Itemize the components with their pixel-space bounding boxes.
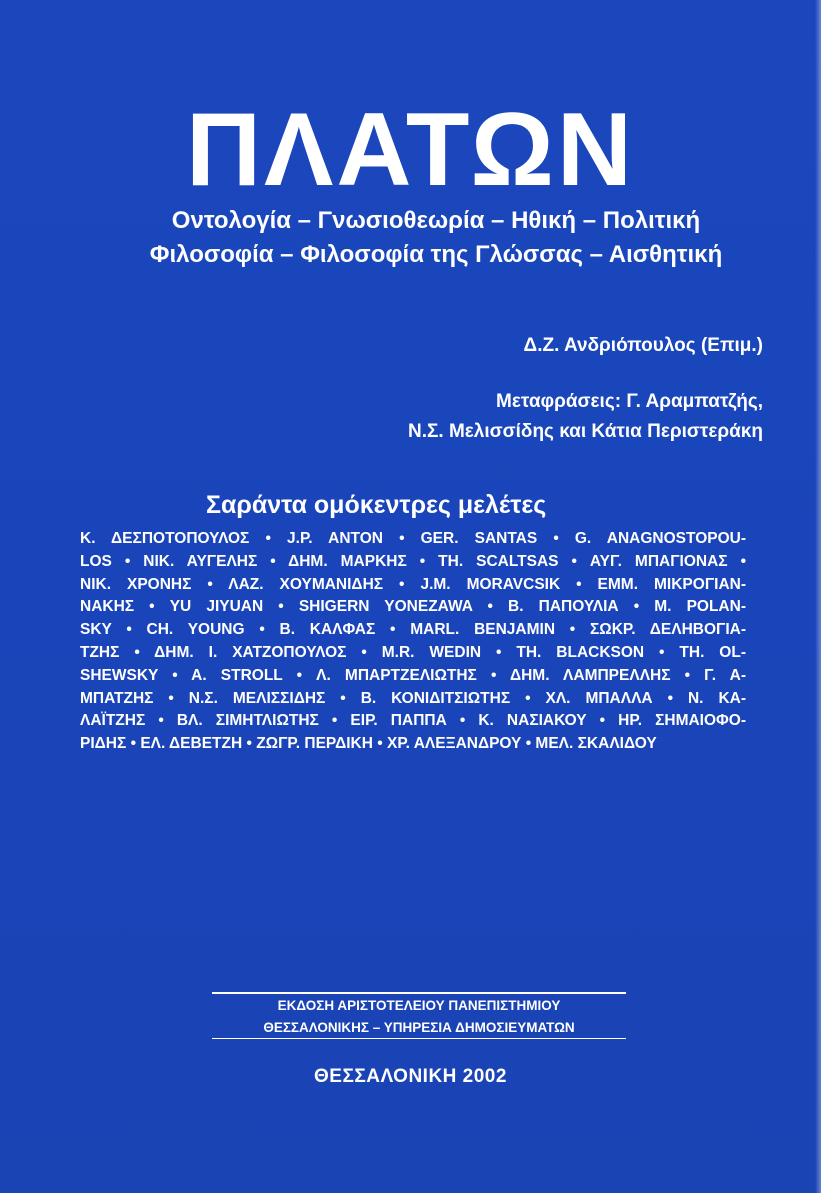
contributors-line: LOS • ΝΙΚ. ΑΥΓΕΛΗΣ • ΔΗΜ. ΜΑΡΚΗΣ • TH. SCALTSAS • ΑΥΓ. ΜΠΑΓΙΟΝΑΣ • <box>80 552 746 570</box>
contributors-line: SKY • CH. YOUNG • Β. ΚΑΛΦΑΣ • MARL. BENJAMIN • ΣΩΚΡ. ΔΕΛΗΒΟΓΙΑ- <box>80 621 746 639</box>
subtitle-line: Οντολογία – Γνωσιοθεωρία – Ηθική – Πολιτική <box>171 207 701 234</box>
book-title: ΠΛΑΤΩΝ <box>185 92 636 208</box>
contributors-line: Κ. ΔΕΣΠΟΤΟΠΟΥΛΟΣ • J.P. ANTON • GER. SANTAS • G. ANAGNOSTOPOU- <box>80 530 746 547</box>
translators-line: Ν.Σ. Μελισσίδης και Κάτια Περιστεράκη <box>408 421 763 442</box>
contributors-line: ΝΑΚΗΣ • YU JIYUAN • SHIGERN YONEZAWA • Β. ΠΑΠΟΥΛΙΑ • M. POLAN- <box>80 598 746 616</box>
studies-heading: Σαράντα ομόκεντρες μελέτες <box>206 491 547 519</box>
contributors-line: SHEWSKY • A. STROLL • Λ. ΜΠΑΡΤΖΕΛΙΩΤΗΣ • ΔΗΜ. ΛΑΜΠΡΕΛΛΗΣ • Γ. Α- <box>80 666 746 684</box>
subtitle-line: Φιλοσοφία – Φιλοσοφία της Γλώσσας – Αισθητική <box>149 241 723 268</box>
publisher-line: ΕΚΔΟΣΗ ΑΡΙΣΤΟΤΕΛΕΙΟΥ ΠΑΝΕΠΙΣΤΗΜΙΟΥ <box>277 997 561 1013</box>
contributors-line: ΡΙΔΗΣ • ΕΛ. ΔΕΒΕΤΖΗ • ΖΩΓΡ. ΠΕΡΔΙΚΗ • ΧΡ. ΑΛΕΞΑΝΔΡΟΥ • ΜΕΛ. ΣΚΑΛΙΔΟΥ <box>80 735 657 753</box>
translators-line: Μεταφράσεις: Γ. Αραμπατζής, <box>496 391 763 412</box>
place-and-year: ΘΕΣΣΑΛΟΝΙΚΗ 2002 <box>314 1066 507 1087</box>
book-subtitle <box>76 204 796 272</box>
publisher-block <box>212 992 626 1039</box>
contributors-list <box>80 528 746 756</box>
contributors-line: ΝΙΚ. ΧΡΟΝΗΣ • ΛΑΖ. ΧΟΥΜΑΝΙΔΗΣ • J.M. MORAVCSIK • ΕΜΜ. ΜΙΚΡΟΓΙΑΝ- <box>80 575 746 593</box>
contributors-line: ΜΠΑΤΖΗΣ • Ν.Σ. ΜΕΛΙΣΣΙΔΗΣ • Β. ΚΟΝΙΔΙΤΣΙΩΤΗΣ • ΧΛ. ΜΠΑΛΛΑ • Ν. ΚΑ- <box>80 689 746 707</box>
editor-credit: Δ.Ζ. Ανδριόπουλος (Επιμ.) <box>523 335 763 356</box>
contributors-line: ΤΖΗΣ • ΔΗΜ. Ι. ΧΑΤΖΟΠΟΥΛΟΣ • M.R. WEDIN • TH. BLACKSON • TH. OL- <box>80 643 746 661</box>
publisher-bottom-rule <box>212 1038 626 1040</box>
contributors-line: ΛΑΪΤΖΗΣ • ΒΛ. ΣΙΜΗΤΛΙΩΤΗΣ • ΕΙΡ. ΠΑΠΠΑ • Κ. ΝΑΣΙΑΚΟΥ • ΗΡ. ΣΗΜΑΙΟΦΟ- <box>80 712 746 730</box>
translators-credit <box>408 387 763 447</box>
publisher-line: ΘΕΣΣΑΛΟΝΙΚΗΣ – ΥΠΗΡΕΣΙΑ ΔΗΜΟΣΙΕΥΜΑΤΩΝ <box>263 1019 575 1035</box>
